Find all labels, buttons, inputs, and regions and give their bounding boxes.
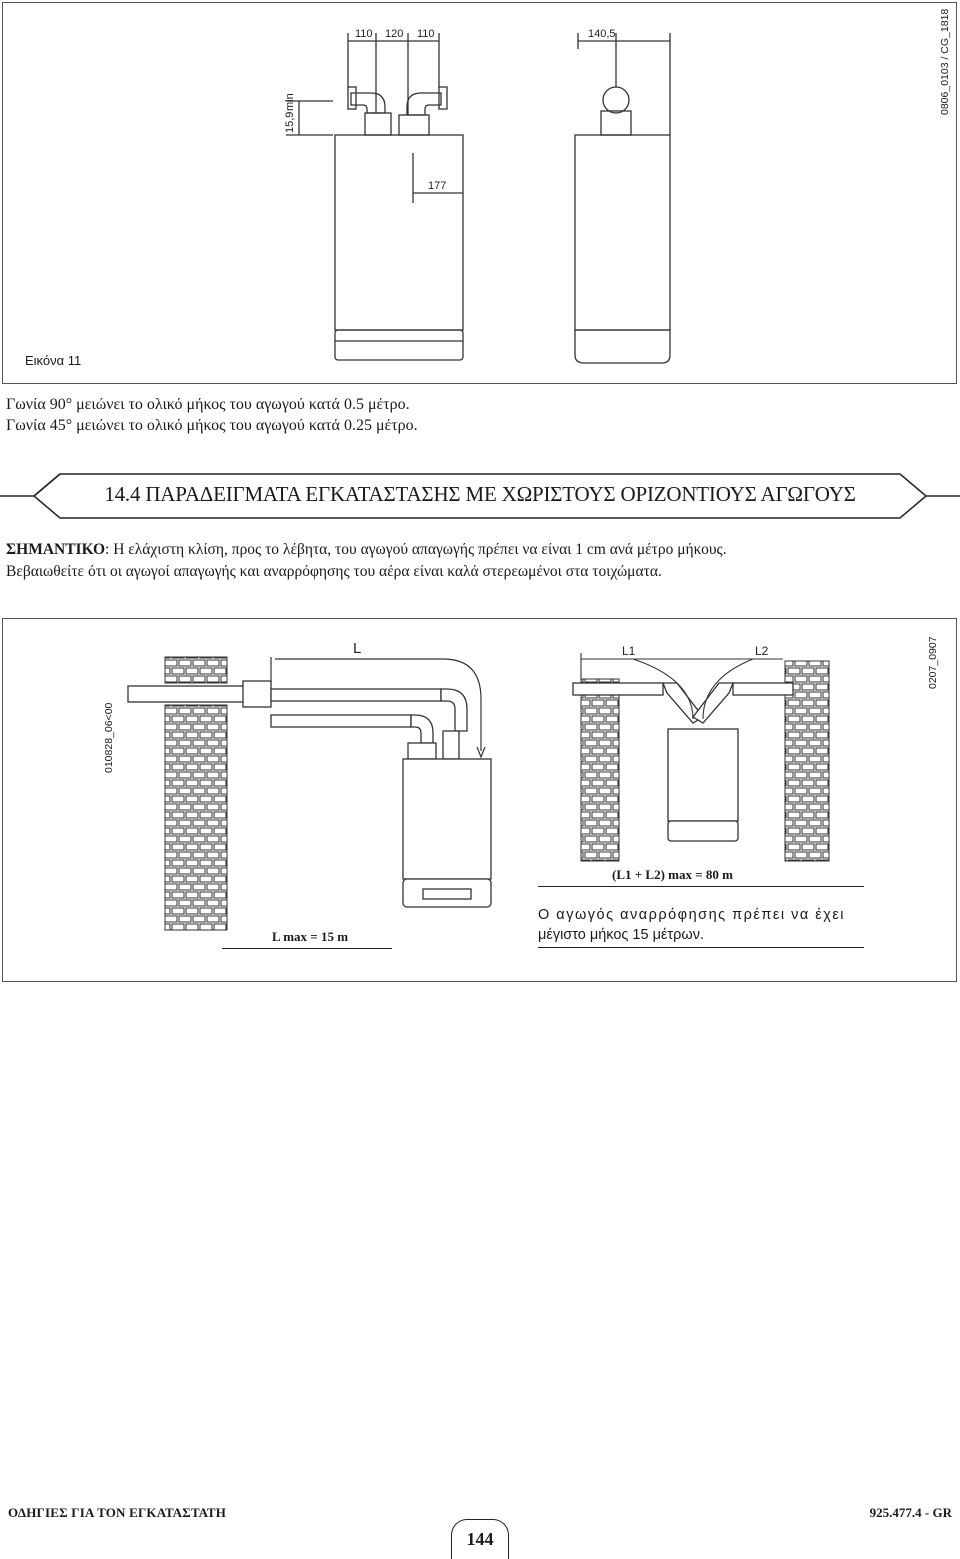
- fixing-note: Βεβαιωθείτε ότι οι αγωγοί απαγωγής και αναρρόφησης του αέρα είναι καλά στερεωμένοι στα τοιχώματα.: [6, 563, 662, 580]
- footer-document-code: 925.477.4 - GR: [869, 1505, 952, 1520]
- label-l: L: [353, 640, 362, 657]
- footer-manual-title: ΟΔΗΓΙΕΣ ΓΙΑ ΤΟΝ ΕΓΚΑΤΑΣΤΑΤΗ: [8, 1505, 227, 1520]
- label-l2: L2: [755, 644, 769, 658]
- figure-code: 0806_0103 / CG_1818: [939, 8, 951, 115]
- note-rule: [538, 947, 864, 948]
- right-max-length-caption: (L1 + L2) max = 80 m: [612, 867, 733, 882]
- note-90-degree: Γωνία 90° μειώνει το ολικό μήκος του αγωγού κατά 0.5 μέτρο.: [6, 396, 410, 413]
- dim-177: 177: [428, 180, 447, 192]
- right-drawing-code: 0207_0907: [927, 636, 939, 689]
- important-text: : Η ελάχιστη κλίση, προς το λέβητα, του αγωγού απαγωγής πρέπει να είναι 1 cm ανά μέτρο μήκους.: [105, 541, 727, 558]
- dim-15-9: 15,9: [284, 111, 296, 133]
- dim-120: 120: [385, 28, 404, 40]
- left-max-length-caption: L max = 15 m: [272, 929, 349, 944]
- label-l1: L1: [622, 644, 636, 658]
- boiler-dimension-drawing: [3, 3, 958, 385]
- right-caption-rule: [538, 886, 864, 887]
- dim-140-5: 140,5: [588, 28, 616, 40]
- important-note: [6, 539, 727, 560]
- dim-110-a: 110: [355, 28, 373, 40]
- air-intake-note: [538, 905, 864, 945]
- important-label: ΣΗΜΑΝΤΙΚΟ: [6, 541, 106, 558]
- figure-caption: Εικόνα 11: [25, 353, 82, 368]
- left-drawing-code: 010828_06<00: [103, 702, 115, 773]
- section-heading-bar: [0, 470, 960, 522]
- section-title: 14.4 ΠΑΡΑΔΕΙΓΜΑΤΑ ΕΓΚΑΤΑΣΤΑΣΗΣ ΜΕ ΧΩΡΙΣΤΟΥΣ ΟΡΙΖΟΝΤΙΟΥΣ ΑΓΩΓΟΥΣ: [104, 482, 856, 506]
- figure-11-frame: [2, 2, 957, 384]
- air-intake-note-line2: μέγιστο μήκος 15 μέτρων.: [538, 927, 704, 943]
- dim-min: min: [284, 93, 296, 111]
- dim-110-b: 110: [417, 28, 435, 40]
- page-number: 144: [451, 1519, 509, 1559]
- left-caption-rule: [222, 948, 392, 949]
- note-45-degree: Γωνία 45° μειώνει το ολικό μήκος του αγωγού κατά 0.25 μέτρο.: [6, 417, 418, 434]
- air-intake-note-line1: Ο αγωγός αναρρόφησης πρέπει να έχει: [538, 907, 846, 923]
